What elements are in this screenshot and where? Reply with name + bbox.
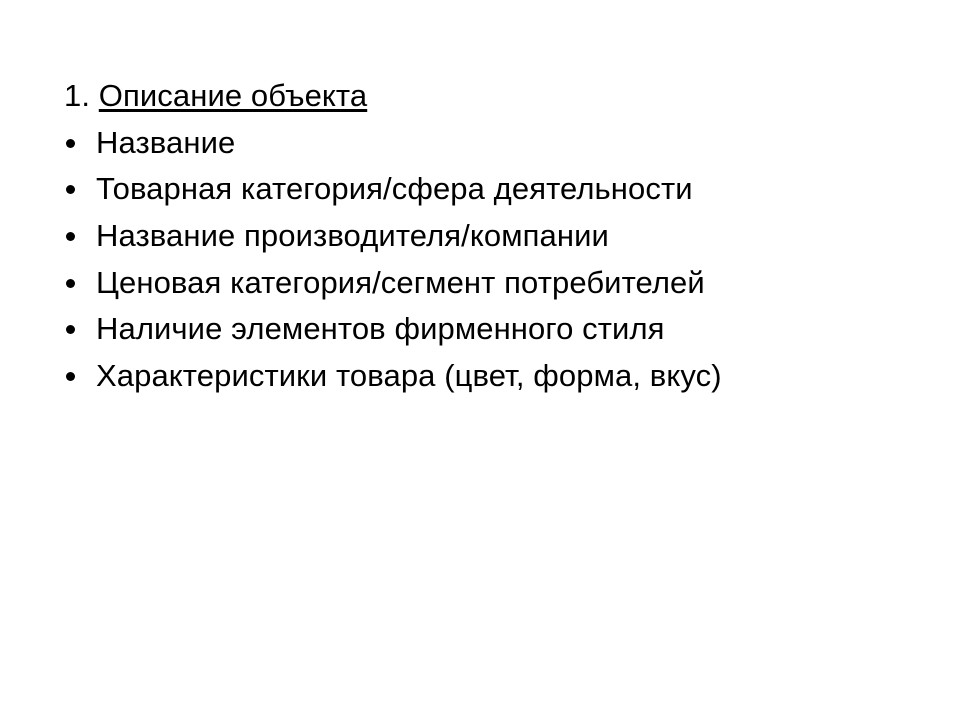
list-item [58, 309, 920, 349]
bullet-dot-icon [66, 325, 75, 334]
list-item-label: Ценовая категория/сегмент потребителей [96, 264, 705, 300]
list-item [58, 216, 920, 256]
list-item-label: Характеристики товара (цвет, форма, вкус) [96, 357, 722, 393]
list-item [58, 356, 920, 396]
bullet-dot-icon [66, 139, 75, 148]
page-title-number: 1. [64, 78, 91, 113]
list-item [58, 263, 920, 303]
bullet-list [58, 123, 920, 396]
bullet-dot-icon [66, 185, 75, 194]
list-item-label: Название [96, 124, 236, 160]
bullet-dot-icon [66, 279, 75, 288]
page-title [64, 78, 920, 115]
list-item-label: Наличие элементов фирменного стиля [96, 311, 665, 347]
bullet-dot-icon [66, 232, 75, 241]
list-item [58, 169, 920, 209]
list-item-label: Название производителя/компании [96, 217, 609, 253]
list-item-label: Товарная категория/сфера деятельности [96, 171, 693, 207]
page-title-text: Описание объекта [98, 78, 368, 113]
list-item [58, 123, 920, 163]
bullet-dot-icon [66, 372, 75, 381]
